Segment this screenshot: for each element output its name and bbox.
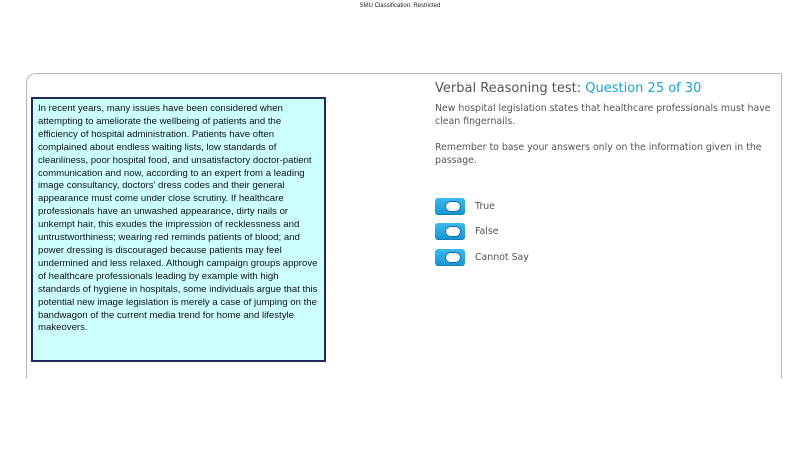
radio-toggle-icon[interactable] — [435, 223, 465, 240]
answer-option-label: True — [475, 200, 495, 212]
radio-toggle-icon[interactable] — [435, 198, 465, 215]
test-title — [435, 81, 701, 96]
toggle-knob-icon — [445, 226, 461, 237]
test-title-label: Verbal Reasoning test: — [435, 81, 586, 96]
question-number: Question 25 of 30 — [585, 81, 702, 96]
toggle-knob-icon — [445, 201, 461, 212]
answer-option-label: Cannot Say — [475, 251, 529, 263]
toggle-knob-icon — [445, 252, 461, 263]
question-statement: New hospital legislation states that healthcare professionals must have clean fingernails. — [435, 103, 771, 127]
radio-toggle-icon[interactable] — [435, 249, 465, 266]
classification-label: SMU Classification: Restricted — [359, 3, 441, 9]
instruction-reminder: Remember to base your answers only on the information given in the passage. — [435, 142, 762, 166]
answer-option-cannot-say[interactable] — [435, 248, 529, 266]
answer-option-true[interactable] — [435, 197, 495, 215]
reading-passage: In recent years, many issues have been considered when attempting to ameliorate the wellbeing of patients and the efficiency of hospital administration. Patients have often complained about endless waiting lists, low standards of cleanliness, poor hospital food, and unsatisfactory doctor-patient communication and now, according to an expert from a leading image consultancy, doctors' dress codes and their general appearance must come under close scrutiny. If healthcare professionals have an unwashed appearance, dirty nails or unkempt hair, this exudes the impression of recklessness and untrustworthiness; wearing red reminds patients of blood; and power dressing is discouraged because patients may feel undermined and less relaxed. Although campaign groups approve of healthcare professionals leading by example with high standards of hygiene in hospitals, some individuals argue that this potential new image legislation is merely a case of jumping on the bandwagon of the current media trend for home and lifestyle makeovers. — [31, 97, 326, 362]
answer-option-false[interactable] — [435, 222, 499, 240]
answer-option-label: False — [475, 225, 499, 237]
